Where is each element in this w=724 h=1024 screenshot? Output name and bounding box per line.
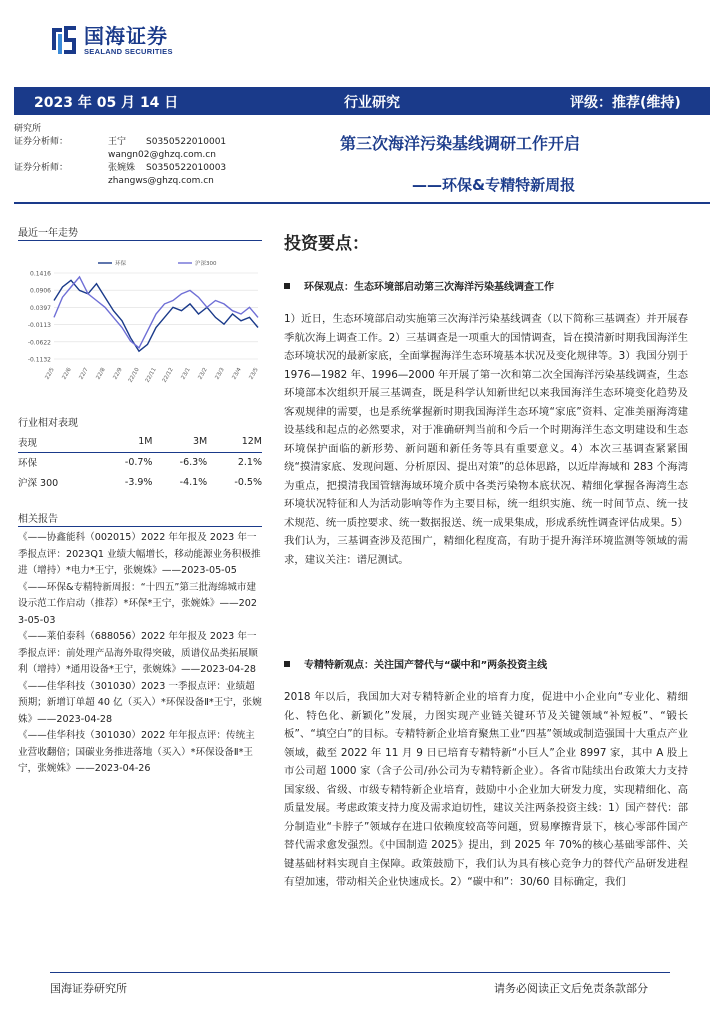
author-row xyxy=(14,162,226,175)
y-tick-label: 0.1416 xyxy=(30,270,51,278)
perf-cell: -6.3% xyxy=(179,456,208,468)
dept-label: 研究所 xyxy=(14,124,42,134)
author-email[interactable]: zhangws@ghzq.com.cn xyxy=(108,176,214,186)
y-tick-label: -0.0622 xyxy=(27,339,51,347)
footer-divider xyxy=(50,972,670,973)
perf-col: 3M xyxy=(152,432,207,452)
perf-cell: 2.1% xyxy=(237,456,262,468)
section-title: 环保观点：生态环境部启动第三次海洋污染基线调查工作 xyxy=(304,282,554,293)
author-email[interactable]: wangn02@ghzq.com.cn xyxy=(108,150,216,160)
perf-cell: 沪深 300 xyxy=(18,478,59,489)
x-tick-label: 22/10 xyxy=(127,367,141,384)
perf-row xyxy=(18,472,262,492)
x-tick-label: 23/2 xyxy=(197,367,209,381)
bullet-square-icon xyxy=(284,661,290,667)
author-role: 证券分析师： xyxy=(14,137,69,147)
perf-row xyxy=(18,452,262,472)
y-tick-label: -0.1132 xyxy=(27,356,51,364)
report-rating: 评级：推荐(维持) xyxy=(570,95,681,111)
section-body-srdi: 2018 年以后，我国加大对专精特新企业的培育力度，促进中小企业向“专业化、精细化、特色化、新颖化”发展，力图实现产业链关键环节及关键领域“补短板”、“锻长板”、“填空白”的目标。专精特新企业培育聚焦工业“四基”领域或制造强国十大重点产业领域，截至 2022 年 11 月 9 日已培育专精特新“小巨人”企业 8997 家，其中 A 股上市公司超 1000 家（含子公司/孙公司为专精特新企业）。各省市陆续出台政策大力支持国家级、省级、市级专精特新企业培育，鼓励中小企业加大研发力度，实现精细化、高质量发展。考虑政策支持力度及需求迫切性，建议关注两条投资主线：1）国产替代：部分制造业“卡脖子”领域存在进口依赖度较高等问题，贸易摩擦背景下，核心零部件国产替代需求愈发强烈。《中国制造 2025》提出，到 2025 年 70%的核心基础零部件、关键基础材料实现自主保障。政策鼓励下，我们认为具有核心竞争力的替代产品研发进程有望加速，带动相关企业快速成长。2）“碳中和”：30/60 目标确定，我们 xyxy=(284,691,688,888)
x-tick-label: 23/5 xyxy=(248,367,260,381)
footer-org: 国海证券研究所 xyxy=(50,982,127,995)
report-banner xyxy=(14,87,710,115)
perf-header-row xyxy=(18,432,262,452)
report-link[interactable]: 《——莱伯泰科（688056）2022 年年报及 2023 年一季报点评：前处理产品海外取得突破，质谱仪品类拓展顺利（增持）*通用设备*王宁，张婉姝》——2023-04-28 xyxy=(18,631,258,675)
x-tick-label: 22/6 xyxy=(61,367,73,381)
legend-label: 沪深300 xyxy=(195,261,217,267)
section-title: 专精特新观点：关注国产替代与“碳中和”两条投资主线 xyxy=(304,660,548,671)
author-cert: S0350522010001 xyxy=(146,137,227,147)
report-link[interactable]: 《——协鑫能科（002015）2022 年年报及 2023 年一季报点评：2023Q1 业绩大幅增长，移动能源业务积极推进（增持）*电力*王宁，张婉姝》——2023-05-05 xyxy=(18,532,261,576)
brand-mark-icon xyxy=(50,24,78,56)
x-tick-label: 22/9 xyxy=(112,367,124,381)
author-role: 证券分析师： xyxy=(14,163,69,173)
main-heading: 投资要点： xyxy=(284,234,369,254)
reports-heading: 相关报告 xyxy=(18,514,58,525)
section-heading-env xyxy=(284,278,554,293)
author-email-row xyxy=(14,149,226,162)
perf-col: 12M xyxy=(207,432,262,452)
brand-name-cn: 国海证券 xyxy=(84,23,168,48)
series-line xyxy=(54,277,258,348)
bullet-square-icon xyxy=(284,283,290,289)
x-tick-label: 22/8 xyxy=(95,367,107,381)
series-line xyxy=(54,280,258,351)
author-name: 王宁 xyxy=(108,137,127,147)
header-divider xyxy=(14,202,710,204)
section-body-env: 1）近日，生态环境部启动实施第三次海洋污染基线调查（以下简称三基调查）并开展春季航次海上调查工作。2）三基调查是一项重大的国情调查，旨在摸清新时期我国海洋生态环境状况的最新家底，全面掌握海洋生态环境基本状况及变化规律等。3）我国分别于 1976—1982 年、1996—2000 年开展了第一次和第二次全国海洋污染基线调查，生态环境部本次组织开展三基调查，既是科学认知新世纪以来我国海洋生态环境变化趋势及客观规律的需要，也是系统掌握新时期我国海洋生态环境“家底”资料、定准美丽海湾建设基线和起点的必然要求，对于准确研判当前和今后一个时期海洋生态文明建设和生态环境保护面临的新形势、新问题和新任务等具有重要意义。4）本次三基调查紧紧围绕“摸清家底、发现问题、分析原因、提出对策”的总体思路，以近岸海域和 283 个海湾为重点，把摸清我国管辖海域环境介质中各类污染物本底状况、精细化掌握各海湾生态环境状况特征和人为活动影响等作为主要目标，统一组织实施、统一时间节点、统一技术规范、统一质控要求、统一数据报送、统一成果集成，形成系统性调查评估成果。5）我们认为，三基调查涉及范围广，精细化程度高，有助于提升海洋环境监测等领域的需求，建议关注：谱尼测试。 xyxy=(284,313,688,566)
footer-disclaimer: 请务必阅读正文后免责条款部分 xyxy=(494,982,648,995)
report-link[interactable]: 《——佳华科技（301030）2023 一季报点评：业绩超预期；新增订单超 40 亿（买入）*环保设备Ⅱ*王宁，张婉姝》——2023-04-28 xyxy=(18,680,262,725)
author-name: 张婉姝 xyxy=(108,163,136,173)
perf-col: 1M xyxy=(98,432,153,452)
report-type: 行业研究 xyxy=(344,95,400,111)
report-title: 第三次海洋污染基线调研工作开启 xyxy=(340,134,581,153)
section-heading-srdi xyxy=(284,656,547,671)
trend-divider xyxy=(18,240,262,241)
brand-logo xyxy=(50,24,173,56)
author-block xyxy=(14,123,226,188)
author-row xyxy=(14,136,226,149)
x-tick-label: 22/11 xyxy=(144,367,158,384)
report-link[interactable]: 《——环保&专精特新周报：“十四五”第三批海绵城市建设示范工作启动（推荐）*环保*王宁，张婉姝》——2023-05-03 xyxy=(18,581,257,626)
report-subtitle: ——环保&专精特新周报 xyxy=(412,176,576,194)
y-tick-label: 0.0397 xyxy=(30,304,51,312)
x-tick-label: 23/1 xyxy=(180,367,192,381)
x-tick-label: 22/12 xyxy=(161,367,175,384)
author-email-row xyxy=(14,175,226,188)
report-link[interactable]: 《——佳华科技（301030）2022 年年报点评：传统主业营收翻倍；国碳业务推进落地（买入）*环保设备Ⅱ*王宁，张婉姝》——2023-04-26 xyxy=(18,730,255,774)
perf-cell: 环保 xyxy=(18,458,38,470)
perf-cell: -0.7% xyxy=(124,456,153,468)
y-tick-label: -0.0113 xyxy=(27,322,51,330)
legend-label: 环保 xyxy=(115,261,127,267)
perf-cell: -0.5% xyxy=(234,476,262,488)
brand-name-en: SEALAND SECURITIES xyxy=(84,46,173,56)
perf-table xyxy=(18,432,262,492)
author-cert: S0350522010003 xyxy=(146,163,227,173)
trend-heading: 最近一年走势 xyxy=(18,228,78,239)
related-reports xyxy=(18,530,262,778)
perf-col: 表现 xyxy=(18,432,98,452)
perf-heading: 行业相对表现 xyxy=(18,418,78,429)
x-tick-label: 23/3 xyxy=(214,367,226,381)
perf-cell: -4.1% xyxy=(179,476,208,488)
trend-chart xyxy=(18,255,264,385)
x-tick-label: 22/5 xyxy=(44,367,56,381)
x-tick-label: 22/7 xyxy=(78,367,90,381)
report-date: 2023 年 05 月 14 日 xyxy=(34,95,179,111)
x-tick-label: 23/4 xyxy=(231,367,243,381)
y-tick-label: 0.0906 xyxy=(30,287,51,295)
perf-cell: -3.9% xyxy=(124,476,153,488)
reports-divider xyxy=(18,526,262,527)
